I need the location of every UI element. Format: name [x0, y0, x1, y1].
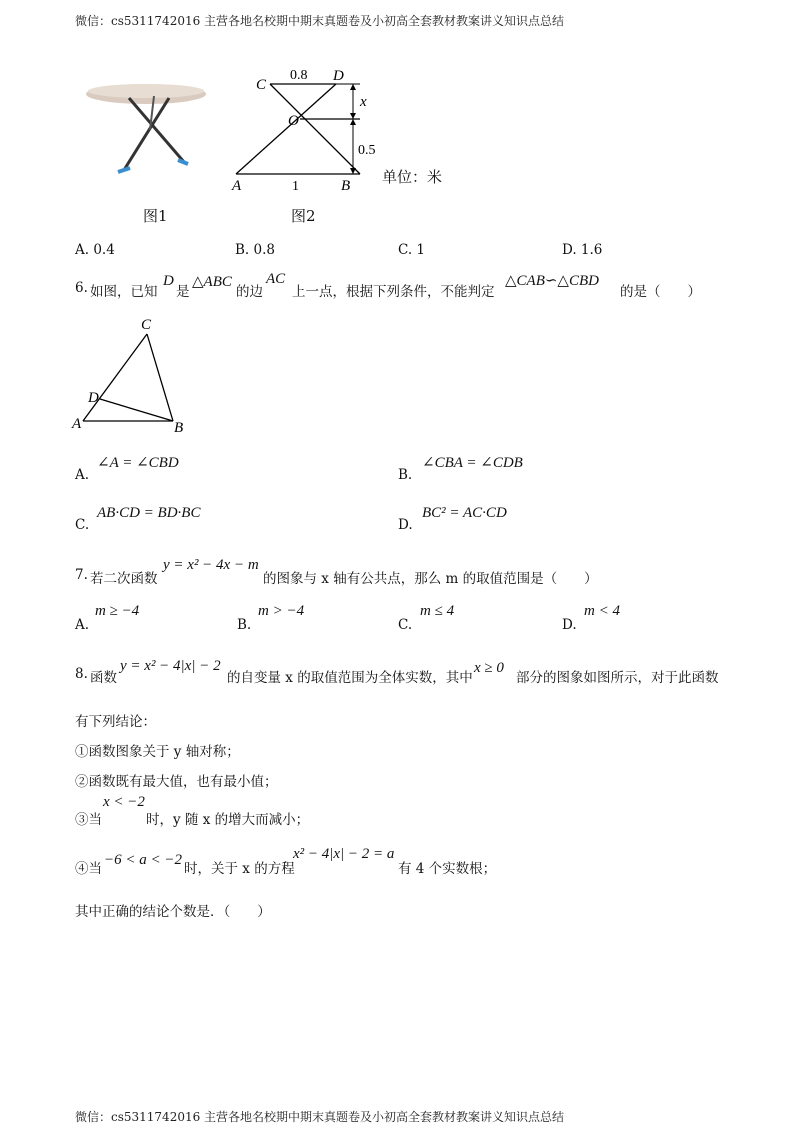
q8-math-domain: x ≥ 0 [474, 660, 504, 676]
q6-option-a-math: ∠A = ∠CBD [97, 455, 179, 471]
label-A: A [232, 178, 242, 192]
q8-conclusion-1: ①函数图象关于 y 轴对称； [75, 744, 240, 760]
q8-math-function: y = x² − 4|x| − 2 [120, 658, 221, 674]
q7-option-c-math: m ≤ 4 [420, 603, 455, 619]
q6-option-c-letter: C. [75, 517, 90, 533]
tri-label-B: B [174, 420, 184, 436]
q8-c3-math: x < −2 [103, 794, 145, 810]
page-header: 微信：cs5311742016 主营各地名校期中期末真题卷及小初高全套教材教案讲义知识点总结 [75, 14, 565, 28]
label-B: B [341, 178, 351, 192]
label-O: O [288, 113, 299, 129]
q6-option-a-letter: A. [75, 467, 90, 483]
label-x: x [360, 94, 367, 110]
q6-option-b-math: ∠CBA = ∠CDB [422, 455, 523, 471]
q8-c4-text-1: ④当 [75, 861, 102, 877]
q8-c4-text-3: 有 4 个实数根； [398, 861, 497, 877]
q6-option-b-letter: B. [398, 467, 413, 483]
figure-2-caption: 图2 [291, 207, 316, 225]
q6-option-d-letter: D. [398, 517, 413, 533]
q5-option-c: C. 1 [398, 242, 426, 258]
q8-c4-math-equation: x² − 4|x| − 2 = a [293, 846, 395, 862]
q8-text-2: 的自变量 x 的取值范围为全体实数，其中 [227, 670, 473, 686]
triangle-diagram [70, 314, 190, 438]
q6-math-abc: △ABC [192, 274, 232, 290]
q6-option-c-math: AB·CD = BD·BC [97, 505, 201, 521]
q7-text-1: 若二次函数 [90, 571, 158, 587]
q8-text-1: 函数 [90, 670, 117, 686]
page-footer: 微信：cs5311742016 主营各地名校期中期末真题卷及小初高全套教材教案讲义知识点总结 [75, 1110, 565, 1124]
q7-option-b-math: m > −4 [258, 603, 305, 619]
q7-option-a-math: m ≥ −4 [95, 603, 140, 619]
q8-line-2: 有下列结论： [75, 714, 156, 730]
q8-c4-math-range: −6 < a < −2 [104, 852, 182, 868]
q6-text-4: 上一点，根据下列条件，不能判定 [292, 284, 495, 300]
q6-option-d-math: BC² = AC·CD [422, 505, 507, 521]
label-C: C [256, 77, 267, 93]
q7-option-c-letter: C. [398, 617, 413, 633]
unit-label: 单位：米 [382, 168, 443, 186]
q6-text-2: 是 [176, 284, 190, 300]
label-bottom-length: 1 [292, 179, 299, 192]
q7-option-b-letter: B. [237, 617, 252, 633]
q6-math-ac: AC [266, 271, 286, 287]
q7-option-d-math: m < 4 [584, 603, 620, 619]
label-D: D [333, 68, 344, 84]
q6-figure [70, 314, 190, 442]
q6-text-5: 的是（ ） [620, 284, 701, 300]
tri-label-D: D [88, 390, 99, 406]
q8-c4-text-2: 时，关于 x 的方程 [184, 861, 295, 877]
q6-math-d: D [163, 273, 174, 289]
label-height: 0.5 [358, 143, 376, 158]
q7-option-a-letter: A. [75, 617, 90, 633]
q7-option-d-letter: D. [562, 617, 577, 633]
figure-1 [84, 72, 214, 188]
q5-option-d: D. 1.6 [562, 242, 603, 258]
q7-math-function: y = x² − 4x − m [163, 557, 259, 573]
q7-number: 7. [75, 567, 88, 583]
q8-conclusion-2: ②函数既有最大值，也有最小值； [75, 774, 278, 790]
q8-c3-text-1: ③当 [75, 812, 102, 828]
q6-number: 6. [75, 280, 88, 296]
q6-text-1: 如图，已知 [90, 284, 158, 300]
q5-option-a: A. 0.4 [75, 242, 115, 258]
q8-final: 其中正确的结论个数是．（ ） [75, 904, 271, 920]
tri-label-A: A [72, 416, 82, 432]
q7-text-2: 的图象与 x 轴有公共点，那么 m 的取值范围是（ ） [263, 571, 598, 587]
q6-math-similar: △CAB∽△CBD [505, 273, 599, 289]
figure-1-caption: 图1 [143, 207, 168, 225]
q5-option-b: B. 0.8 [235, 242, 275, 258]
label-top-length: 0.8 [290, 68, 308, 83]
ironing-board-image [84, 72, 214, 184]
q8-number: 8. [75, 666, 88, 682]
q8-c3-text-2: 时，y 随 x 的增大而减小； [146, 812, 310, 828]
q8-text-3: 部分的图象如图所示，对于此函数 [516, 670, 719, 686]
q6-text-3: 的边 [236, 284, 263, 300]
tri-label-C: C [141, 317, 152, 333]
